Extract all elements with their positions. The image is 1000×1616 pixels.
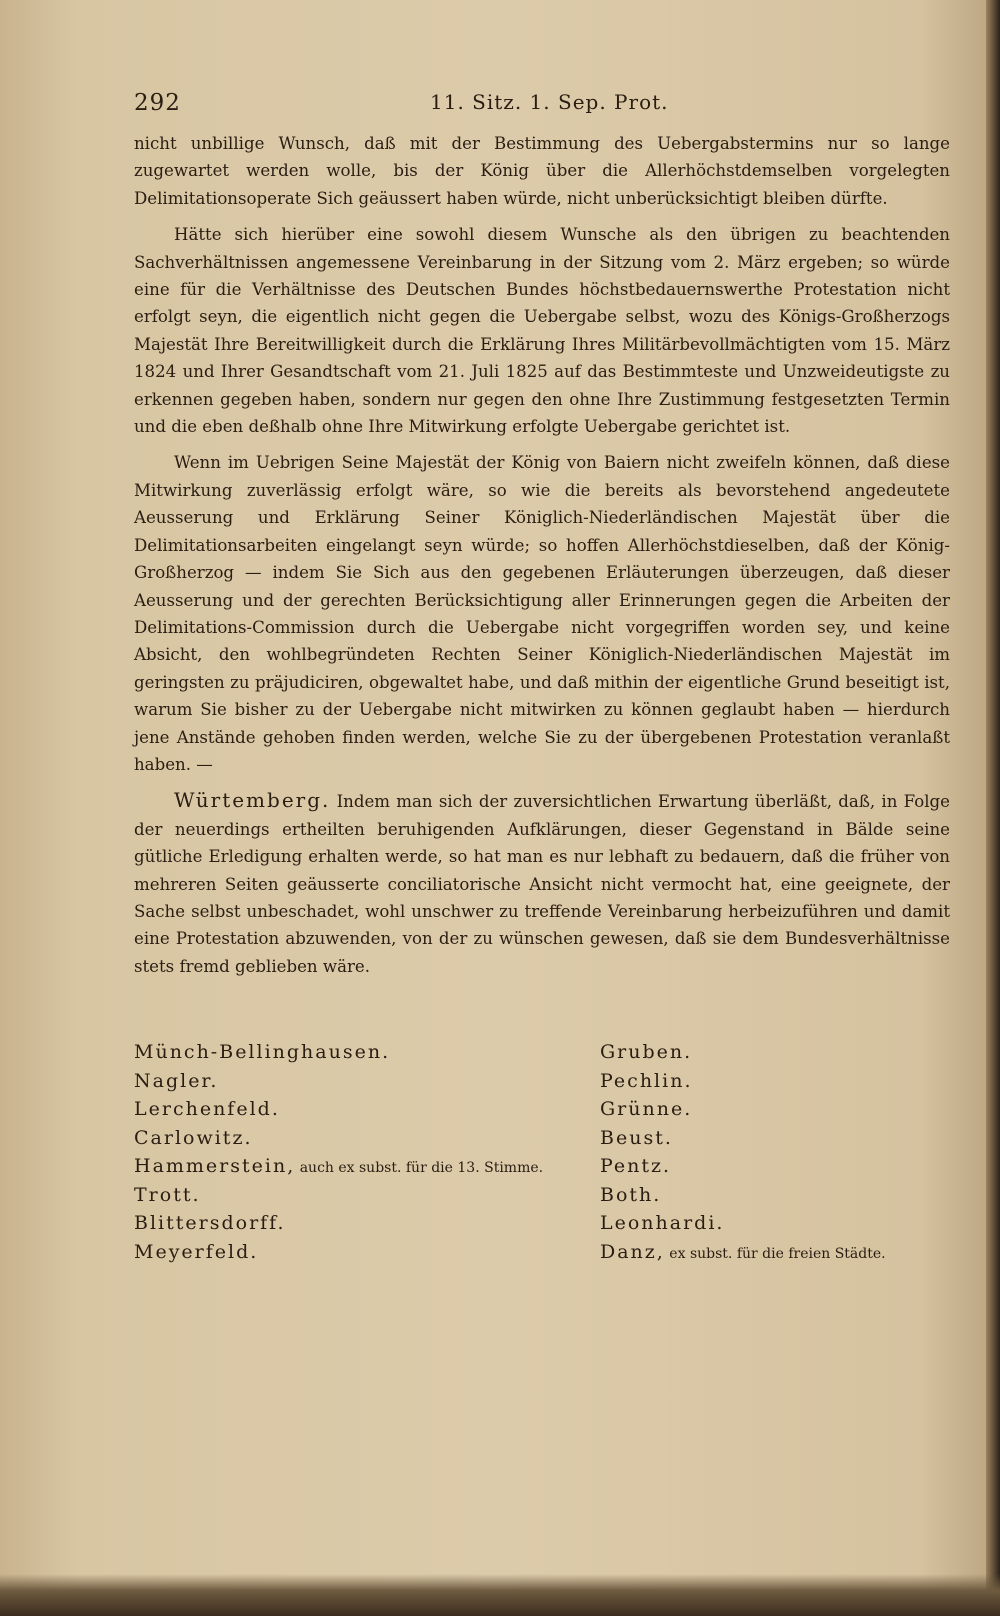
body-text bbox=[134, 130, 950, 989]
signature bbox=[600, 1181, 960, 1210]
signature-name: Hammerstein, bbox=[134, 1155, 296, 1177]
signature-name: Danz, bbox=[600, 1240, 665, 1263]
signature bbox=[134, 1095, 604, 1124]
signature bbox=[600, 1152, 960, 1181]
signature bbox=[600, 1124, 960, 1153]
wuerttemberg-text: Indem man sich der zuversichtlichen Erwartung überläßt, daß, in Folge der neuerdings ertheilten beruhigenden Aufklärungen, dieser Gegenstand in Bälde seine gütliche Erledigung erhalten werde, so hat man es nur lebhaft zu bedauern, daß die früher von mehreren Seiten geäusserte conciliatorische Ansicht nicht vermocht hat, eine geeignete, der Sache selbst unbeschadet, wohl unschwer zu treffende Vereinbarung herbeizuführen und damit eine Protestation abzuwenden, von der zu wünschen gewesen, daß sie dem Bundesverhältnisse stets fremd geblieben wäre. bbox=[134, 792, 950, 976]
signature bbox=[600, 1238, 960, 1267]
signature-name: Beust. bbox=[600, 1126, 673, 1149]
signature bbox=[134, 1181, 604, 1210]
paragraph: Wenn im Uebrigen Seine Majestät der König von Baiern nicht zweifeln können, daß diese Mitwirkung zuverlässig erfolgt wäre, so wie die bereits als bevorstehend angedeutete Aeusserung und Erklärung Seiner Königlich-Niederländischen Majestät über die Delimitationsarbeiten eingelangt seyn würde; so hoffen Allerhöchstdieselben, daß der König-Großherzog — indem Sie Sich aus den gegebenen Erläuterungen überzeugen, daß dieser Aeusserung und der gerechten Berücksichtigung aller Erinnerungen gegen die Arbeiten der Delimitations-Commission durch die Uebergabe nicht vorgegriffen worden sey, und keine Absicht, den wohlbegründeten Rechten Seiner Königlich-Niederländischen Majestät im geringsten zu präjudiciren, obgewaltet habe, und daß mithin der eigentliche Grund beseitigt ist, warum Sie bisher zu der Uebergabe nicht mitwirken zu können geglaubt haben — hierdurch jene Anstände gehoben finden werden, welche Sie zu der übergebenen Protestation veranlaßt haben. — bbox=[134, 453, 950, 774]
page-bottom-shadow bbox=[0, 1574, 1000, 1616]
paragraph: Hätte sich hierüber eine sowohl diesem Wunsche als den übrigen zu beachtenden Sachverhältnissen angemessene Vereinbarung in der Sitzung vom 2. März ergeben; so würde eine für die Verhältnisse des Deutschen Bundes höchstbedauernswerthe Protestation nicht erfolgt seyn, die eigentlich nicht gegen die Uebergabe selbst, wozu des Königs-Großherzogs Majestät Ihre Bereitwilligkeit durch die Erklärung Ihres Militärbevollmächtigten vom 15. März 1824 und Ihrer Gesandtschaft vom 21. Juli 1825 auf das Bestimmteste und Unzweideutigste zu erkennen gegeben haben, sondern nur gegen den ohne Ihre Zustimmung festgesetzten Termin und die eben deßhalb ohne Ihre Mitwirkung erfolgte Uebergabe gerichtet ist. bbox=[134, 225, 950, 437]
signature-name: Nagler. bbox=[134, 1069, 219, 1092]
signature bbox=[600, 1067, 960, 1096]
signature-column-right bbox=[600, 1038, 960, 1266]
signature bbox=[600, 1095, 960, 1124]
signature-name: Lerchenfeld. bbox=[134, 1098, 280, 1120]
signature-name: Blittersdorff. bbox=[134, 1212, 286, 1234]
signature bbox=[134, 1152, 604, 1181]
wuerttemberg-paragraph bbox=[134, 787, 950, 980]
page-number: 292 bbox=[134, 90, 181, 116]
signature bbox=[134, 1238, 604, 1267]
signature-name: Grünne. bbox=[600, 1098, 693, 1120]
signature-column-left bbox=[134, 1038, 604, 1266]
page-header bbox=[130, 90, 950, 124]
signature-name: Meyerfeld. bbox=[134, 1240, 259, 1263]
signature-block bbox=[134, 1038, 950, 1278]
page-edge-shadow bbox=[986, 0, 1000, 1616]
signature bbox=[134, 1067, 604, 1096]
signature bbox=[600, 1209, 960, 1238]
running-head: 11. Sitz. 1. Sep. Prot. bbox=[430, 90, 669, 114]
signature-name: Trott. bbox=[134, 1183, 201, 1206]
signature bbox=[134, 1038, 604, 1067]
signature-name: Münch-Bellinghausen. bbox=[134, 1041, 391, 1063]
paragraph: nicht unbillige Wunsch, daß mit der Bestimmung des Uebergabstermins nur so lange zugewartet werden wolle, bis der König über die Allerhöchstdemselben vorgelegten Delimitationsoperate Sich geäussert haben würde, nicht unberücksichtigt bleiben dürfte. bbox=[134, 134, 950, 208]
signature-name: Both. bbox=[600, 1183, 662, 1206]
signature-name: Leonhardi. bbox=[600, 1212, 725, 1234]
signature-name: Carlowitz. bbox=[134, 1126, 253, 1149]
signature bbox=[600, 1038, 960, 1067]
signature-name: Gruben. bbox=[600, 1041, 693, 1063]
signature-note: ex subst. für die freien Städte. bbox=[664, 1245, 886, 1262]
signature-note: auch ex subst. für die 13. Stimme. bbox=[295, 1160, 544, 1176]
signature-name: Pechlin. bbox=[600, 1069, 693, 1092]
state-label-wuerttemberg: Würtemberg. bbox=[174, 788, 331, 813]
signature bbox=[134, 1124, 604, 1153]
signature-name: Pentz. bbox=[600, 1155, 672, 1177]
signature bbox=[134, 1209, 604, 1238]
